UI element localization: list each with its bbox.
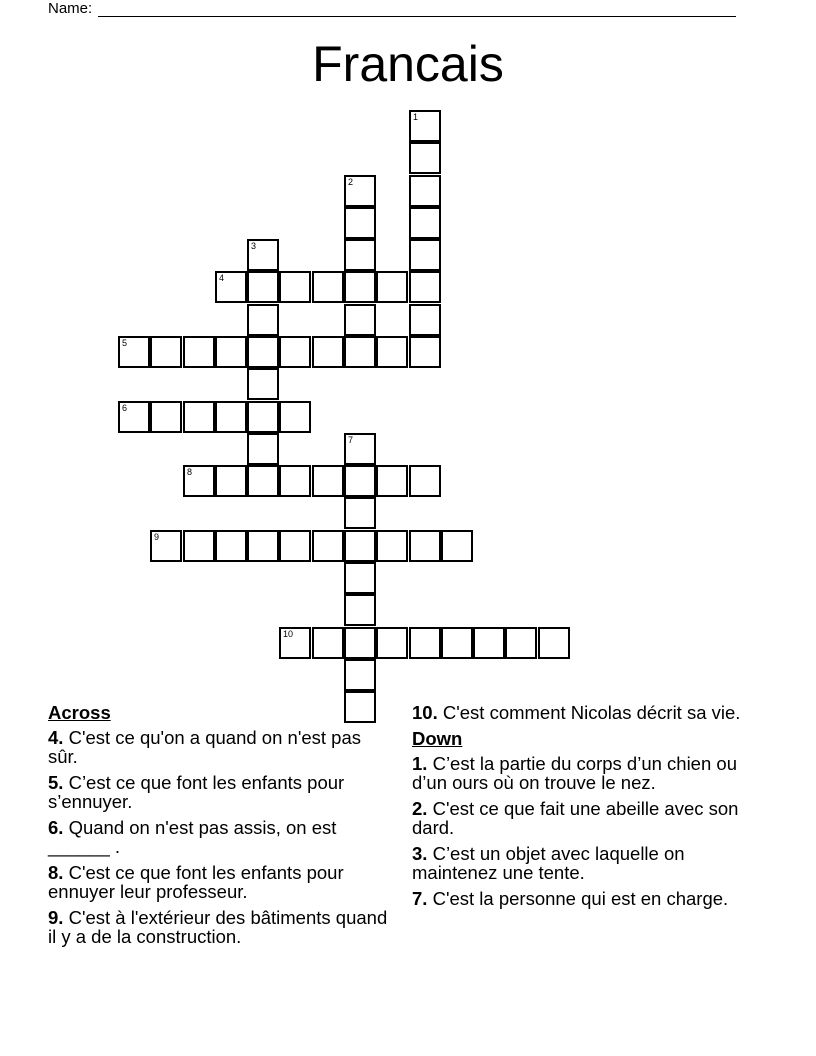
grid-cell[interactable] [441,530,473,562]
clue-down-1 [412,754,757,792]
grid-cell[interactable] [247,433,279,465]
clue-text: C'est ce qu'on a quand on n'est pas sûr. [48,727,361,767]
clue-text: C’est un objet avec laquelle on maintenez une tente. [412,843,685,883]
clue-number: 2. [412,798,428,819]
grid-cell[interactable] [150,401,182,433]
clue-number-label: 4 [219,273,225,283]
clue-number: 8. [48,862,64,883]
clue-down-2 [412,799,757,837]
grid-cell[interactable] [215,271,247,303]
clue-number: 4. [48,727,64,748]
name-label: Name: [48,0,93,17]
grid-cell[interactable] [247,401,279,433]
clue-text: C’est ce que font les enfants pour s’ennuyer. [48,772,345,812]
grid-cell[interactable] [409,271,441,303]
grid-cell[interactable] [409,530,441,562]
grid-cell[interactable] [247,239,279,271]
grid-cell[interactable] [409,627,441,659]
clue-number-label: 6 [122,403,128,413]
clue-across-8 [48,863,388,901]
grid-cell[interactable] [344,562,376,594]
grid-cell[interactable] [409,110,441,142]
grid-cell[interactable] [473,627,505,659]
grid-cell[interactable] [409,465,441,497]
clue-text: C'est la personne qui est en charge. [432,888,729,909]
grid-cell[interactable] [247,336,279,368]
grid-cell[interactable] [312,530,344,562]
grid-cell[interactable] [344,659,376,691]
grid-cell[interactable] [183,530,215,562]
clue-number: 3. [412,843,428,864]
clue-number: 10. [412,702,438,723]
grid-cell[interactable] [247,530,279,562]
grid-cell[interactable] [344,627,376,659]
grid-cell[interactable] [376,465,408,497]
grid-cell[interactable] [312,465,344,497]
grid-cell[interactable] [409,142,441,174]
down-heading: Down [412,728,463,749]
clue-across-9 [48,908,388,946]
clue-across-10 [412,703,757,722]
grid-cell[interactable] [409,175,441,207]
clue-number-label: 7 [348,435,354,445]
clue-number: 9. [48,907,64,928]
grid-cell[interactable] [344,497,376,529]
clue-text: Quand on n'est pas assis, on est ______ . [48,817,337,857]
grid-cell[interactable] [312,336,344,368]
page-title: Francais [312,36,504,92]
clue-down-7 [412,889,757,908]
grid-cell[interactable] [312,271,344,303]
across-heading: Across [48,702,111,723]
grid-cell[interactable] [279,271,311,303]
clue-number: 1. [412,753,428,774]
grid-cell[interactable] [505,627,537,659]
grid-cell[interactable] [344,433,376,465]
grid-cell[interactable] [215,401,247,433]
clue-number: 5. [48,772,64,793]
grid-cell[interactable] [344,271,376,303]
grid-cell[interactable] [247,465,279,497]
grid-cell[interactable] [247,271,279,303]
grid-cell[interactable] [279,401,311,433]
grid-cell[interactable] [344,239,376,271]
grid-cell[interactable] [247,368,279,400]
clue-number: 7. [412,888,428,909]
clue-number-label: 9 [154,532,160,542]
clue-across-4 [48,728,388,766]
clues-left-column [48,703,388,953]
grid-cell[interactable] [183,401,215,433]
grid-cell[interactable] [409,239,441,271]
grid-cell[interactable] [344,336,376,368]
grid-cell[interactable] [409,304,441,336]
grid-cell[interactable] [183,465,215,497]
grid-cell[interactable] [279,465,311,497]
grid-cell[interactable] [376,271,408,303]
grid-cell[interactable] [538,627,570,659]
grid-cell[interactable] [344,304,376,336]
grid-cell[interactable] [247,304,279,336]
grid-cell[interactable] [409,207,441,239]
clue-text: C’est la partie du corps d’un chien ou d’un ours où on trouve le nez. [412,753,737,793]
grid-cell[interactable] [279,530,311,562]
grid-cell[interactable] [344,594,376,626]
clue-number-label: 10 [283,629,294,639]
clue-across-5 [48,773,388,811]
grid-cell[interactable] [344,465,376,497]
clue-number-label: 5 [122,338,128,348]
clue-number-label: 3 [251,241,257,251]
grid-cell[interactable] [376,627,408,659]
clue-text: C'est à l'extérieur des bâtiments quand il y a de la construction. [48,907,388,947]
grid-cell[interactable] [150,336,182,368]
grid-cell[interactable] [279,336,311,368]
grid-cell[interactable] [215,336,247,368]
grid-cell[interactable] [344,175,376,207]
grid-cell[interactable] [344,207,376,239]
grid-cell[interactable] [183,336,215,368]
grid-cell[interactable] [344,530,376,562]
clues-right-column [412,703,757,915]
clue-number-label: 8 [187,467,193,477]
grid-cell[interactable] [279,627,311,659]
grid-cell[interactable] [215,530,247,562]
grid-cell[interactable] [215,465,247,497]
clue-number: 6. [48,817,64,838]
clue-down-3 [412,844,757,882]
grid-cell[interactable] [441,627,473,659]
grid-cell[interactable] [150,530,182,562]
grid-cell[interactable] [312,627,344,659]
grid-cell[interactable] [376,336,408,368]
grid-cell[interactable] [118,401,150,433]
grid-cell[interactable] [376,530,408,562]
clue-number-label: 1 [413,112,419,122]
grid-cell[interactable] [409,336,441,368]
clue-text: C'est ce que fait une abeille avec son dard. [412,798,739,838]
clue-across-6 [48,818,388,856]
clue-text: C'est ce que font les enfants pour ennuyer leur professeur. [48,862,344,902]
clue-number-label: 2 [348,177,354,187]
grid-cell[interactable] [118,336,150,368]
clue-text: C'est comment Nicolas décrit sa vie. [442,702,741,723]
